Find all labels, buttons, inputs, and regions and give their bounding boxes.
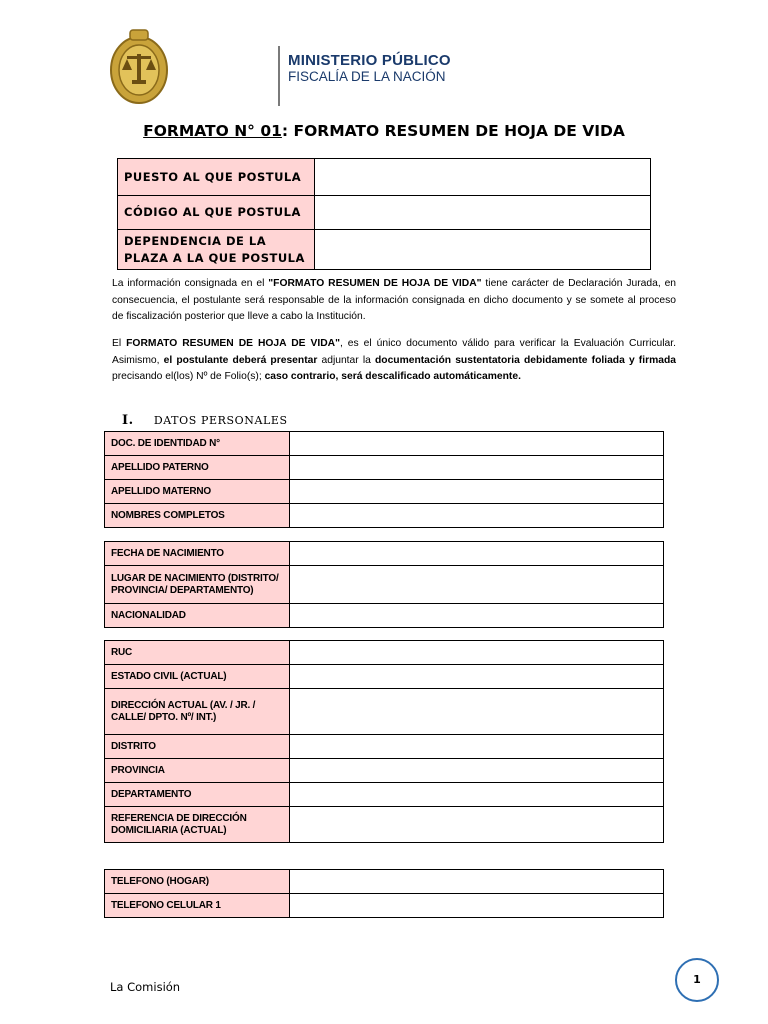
field-label: PROVINCIA	[105, 759, 290, 783]
field-input[interactable]	[290, 894, 664, 918]
field-label: APELLIDO MATERNO	[105, 480, 290, 504]
section-number: I.	[122, 413, 134, 428]
para2-bold-4: caso contrario, será descalificado automáticamente.	[264, 371, 521, 382]
declaration-paragraph	[112, 276, 676, 326]
para1-text-2: tiene carácter de Declaración Jurada, en consecuencia, el postulante será responsable de la información consignada en dicho documento y se somete al proceso de fiscalización posterior que lleve a cabo la Institución.	[112, 278, 677, 322]
table-row	[105, 665, 664, 689]
field-input[interactable]	[290, 542, 664, 566]
field-label: RUC	[105, 641, 290, 665]
table-row	[118, 159, 651, 196]
table-row	[118, 196, 651, 230]
table-row	[105, 542, 664, 566]
phone-table	[104, 869, 664, 918]
para2-bold-2: el postulante deberá presentar	[163, 354, 318, 366]
table-row	[105, 807, 664, 843]
para1-bold-1: "FORMATO RESUMEN DE HOJA DE VIDA"	[268, 278, 482, 289]
field-label: DIRECCIÓN ACTUAL (AV. / JR. / CALLE/ DPTO. Nº/ INT.)	[105, 689, 290, 735]
title-separator: :	[281, 122, 289, 140]
table-row	[105, 456, 664, 480]
header-logo	[108, 26, 451, 106]
table-row	[105, 735, 664, 759]
field-label: FECHA DE NACIMIENTO	[105, 542, 290, 566]
table-row	[105, 759, 664, 783]
table-row	[105, 689, 664, 735]
field-label: TELEFONO CELULAR 1	[105, 894, 290, 918]
table-row	[105, 432, 664, 456]
section-heading	[122, 413, 288, 428]
field-input[interactable]	[290, 456, 664, 480]
page-number: 1	[675, 958, 719, 1002]
para1-text-1: La información consignada en el	[112, 278, 269, 289]
para2-bold-1: FORMATO RESUMEN DE HOJA DE VIDA"	[126, 338, 340, 349]
table-row	[118, 230, 651, 270]
field-input[interactable]	[290, 432, 664, 456]
table-row	[105, 480, 664, 504]
field-label: APELLIDO PATERNO	[105, 456, 290, 480]
para2-bold-3: documentación sustentatoria debidamente foliada y firmada	[374, 354, 676, 366]
field-label: DOC. DE IDENTIDAD N°	[105, 432, 290, 456]
dependency-value-field[interactable]	[315, 230, 651, 270]
post-table	[117, 158, 651, 270]
logo-subtitle: FISCALÍA DE LA NACIÓN	[288, 69, 446, 84]
para2-text-3: adjuntar la	[317, 354, 375, 366]
identity-table	[104, 431, 664, 528]
field-label: LUGAR DE NACIMIENTO (DISTRITO/ PROVINCIA/ DEPARTAMENTO)	[105, 566, 290, 604]
post-label: PUESTO AL QUE POSTULA	[118, 159, 315, 196]
logo-title: MINISTERIO PÚBLICO	[288, 52, 451, 69]
table-row	[105, 566, 664, 604]
field-label: DISTRITO	[105, 735, 290, 759]
field-label: REFERENCIA DE DIRECCIÓN DOMICILIARIA (ACTUAL)	[105, 807, 290, 843]
field-input[interactable]	[290, 807, 664, 843]
footer-commission: La Comisión	[110, 980, 181, 994]
field-input[interactable]	[290, 480, 664, 504]
code-label: CÓDIGO AL QUE POSTULA	[118, 196, 315, 230]
field-input[interactable]	[290, 641, 664, 665]
validity-paragraph	[112, 336, 676, 386]
code-value-field[interactable]	[315, 196, 651, 230]
field-label: NACIONALIDAD	[105, 604, 290, 628]
logo-text	[288, 52, 458, 84]
post-value-field[interactable]	[315, 159, 651, 196]
ministerio-publico-seal-icon	[108, 26, 170, 106]
document-title	[0, 122, 768, 140]
field-label: NOMBRES COMPLETOS	[105, 504, 290, 528]
table-row	[105, 894, 664, 918]
table-row	[105, 504, 664, 528]
logo-divider	[278, 46, 280, 106]
title-rest: FORMATO RESUMEN DE HOJA DE VIDA	[288, 122, 625, 140]
birth-table	[104, 541, 664, 628]
field-input[interactable]	[290, 604, 664, 628]
field-input[interactable]	[290, 759, 664, 783]
field-input[interactable]	[290, 689, 664, 735]
dependency-label: DEPENDENCIA DE LA PLAZA A LA QUE POSTULA	[118, 230, 315, 270]
field-input[interactable]	[290, 665, 664, 689]
field-input[interactable]	[290, 504, 664, 528]
field-input[interactable]	[290, 735, 664, 759]
field-input[interactable]	[290, 870, 664, 894]
field-label: DEPARTAMENTO	[105, 783, 290, 807]
address-table	[104, 640, 664, 843]
field-label: ESTADO CIVIL (ACTUAL)	[105, 665, 290, 689]
section-title: DATOS PERSONALES	[153, 414, 288, 427]
table-row	[105, 870, 664, 894]
table-row	[105, 783, 664, 807]
table-row	[105, 604, 664, 628]
field-label: TELEFONO (HOGAR)	[105, 870, 290, 894]
table-row	[105, 641, 664, 665]
title-prefix: FORMATO N° 01	[143, 122, 282, 140]
para2-text-2: , es el único documento válido para verificar la Evaluación Curricular. Asimismo,	[112, 338, 676, 366]
field-input[interactable]	[290, 783, 664, 807]
para2-text-1: El	[112, 338, 127, 349]
field-input[interactable]	[290, 566, 664, 604]
para2-text-4: precisando el(los) Nº de Folio(s);	[112, 371, 265, 382]
